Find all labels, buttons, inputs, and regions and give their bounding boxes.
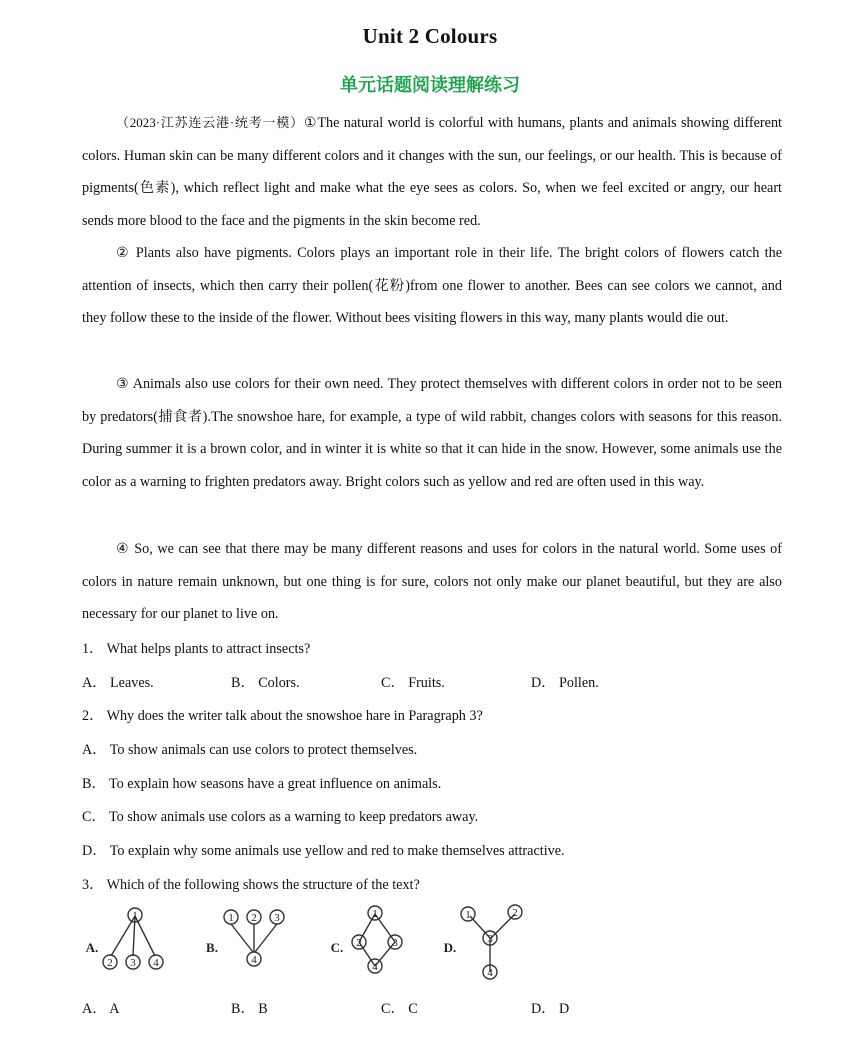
diagram-a-node-3 — [126, 955, 140, 969]
svg-text:1: 1 — [465, 909, 471, 921]
q3-option-c[interactable]: C． C — [381, 1001, 418, 1017]
diagram-b-node-4 — [247, 952, 261, 966]
svg-text:3: 3 — [487, 933, 493, 945]
q3-option-a[interactable]: A． A — [82, 1001, 120, 1017]
svg-text:1: 1 — [372, 908, 378, 920]
q1-option-a[interactable]: A． Leaves. — [82, 675, 154, 691]
q2-option-a[interactable]: A． To show animals can use colors to protect themselves. — [82, 742, 418, 758]
svg-text:1: 1 — [132, 910, 138, 922]
svg-text:4: 4 — [487, 967, 493, 979]
diagram-b-node-1 — [224, 910, 238, 924]
paragraph-3: ③ Animals also use colors for their own need. They protect themselves with different colors in order not to be seen by predators(捕食者).The snowshoe hare, for example, a type of wild rabbit, changes colors with seasons for this reason. During summer it is a brown color, and in winter it is white so that it can hide in the snow. However, some animals use the color as a warning to frighten predators away. Bright colors such as yellow and red are often used in this way. — [82, 376, 782, 490]
diagram-a-node-4 — [149, 955, 163, 969]
diagram-d-node-1 — [461, 907, 475, 921]
diagram-d-node-2 — [508, 905, 522, 919]
diagram-c-node-3 — [388, 935, 402, 949]
svg-text:2: 2 — [107, 957, 113, 969]
q1-option-d[interactable]: D． Pollen. — [531, 675, 599, 691]
diagram-b-node-2 — [247, 910, 261, 924]
svg-text:3: 3 — [392, 937, 398, 949]
q1-option-b[interactable]: B． Colors. — [231, 675, 300, 691]
svg-text:2: 2 — [356, 937, 362, 949]
diagram-d-node-3 — [483, 931, 497, 945]
svg-text:3: 3 — [274, 912, 280, 924]
q3-option-d[interactable]: D． D — [531, 1001, 570, 1017]
diagram-b-label: B. — [206, 940, 218, 955]
q3-option-b[interactable]: B． B — [231, 1001, 268, 1017]
svg-text:4: 4 — [251, 954, 257, 966]
paragraph-4: ④ So, we can see that there may be many different reasons and uses for colors in the natural world. Some uses of colors in nature remain unknown, but one thing is for sure, colors not only make our planet beautiful, but they are also necessary for our planet to live on. — [82, 541, 782, 622]
page-subtitle: 单元话题阅读理解练习 — [340, 75, 520, 96]
diagram-a-label: A. — [85, 940, 99, 955]
page-title: Unit 2 Colours — [362, 24, 498, 48]
q2-option-b[interactable]: B． To explain how seasons have a great influence on animals. — [82, 776, 442, 792]
diagram-d-label: D. — [443, 940, 457, 955]
question-1-stem: 1． What helps plants to attract insects? — [82, 641, 311, 657]
svg-text:4: 4 — [372, 961, 378, 973]
diagram-a-node-2 — [103, 955, 117, 969]
q1-option-c[interactable]: C． Fruits. — [381, 675, 445, 691]
svg-text:2: 2 — [512, 907, 518, 919]
q2-option-d[interactable]: D． To explain why some animals use yellow and red to make themselves attractive. — [82, 843, 565, 859]
question-2-stem: 2． Why does the writer talk about the snowshoe hare in Paragraph 3? — [82, 708, 483, 724]
diagram-c-label: C. — [330, 940, 344, 955]
source-note: （2023·江苏连云港·统考一模） — [116, 115, 304, 130]
svg-text:3: 3 — [130, 957, 136, 969]
paragraph-1-text: ①The natural world is colorful with humans, plants and animals showing different colors. Human skin can be many different colors and it changes with the sun, our feelings, or our health. This is because of pigments(色素), which reflect light and make what the eye sees as colors. So, when we feel excited or angry, our heart sends more blood to the face and the pigments in the skin become red. — [82, 115, 782, 229]
svg-text:2: 2 — [251, 912, 257, 924]
diagram-c-node-2 — [352, 935, 366, 949]
structure-diagrams — [78, 900, 538, 982]
diagram-d-node-4 — [483, 965, 497, 979]
svg-text:1: 1 — [228, 912, 234, 924]
svg-text:4: 4 — [153, 957, 159, 969]
q2-option-c[interactable]: C． To show animals use colors as a warning to keep predators away. — [82, 809, 479, 825]
question-3-stem: 3． Which of the following shows the structure of the text? — [82, 877, 420, 893]
paragraph-2: ② Plants also have pigments. Colors plays an important role in their life. The bright colors of flowers catch the attention of insects, which then carry their pollen(花粉)from one flower to another. Bees can see colors we cannot, and they follow these to the inside of the flower. Without bees visiting flowers in this way, many plants would die out. — [82, 245, 782, 326]
diagram-c-node-1 — [368, 906, 382, 920]
diagram-a-node-1 — [128, 908, 142, 922]
paragraph-1 — [82, 107, 782, 237]
diagram-b-node-3 — [270, 910, 284, 924]
diagram-c-node-4 — [368, 959, 382, 973]
